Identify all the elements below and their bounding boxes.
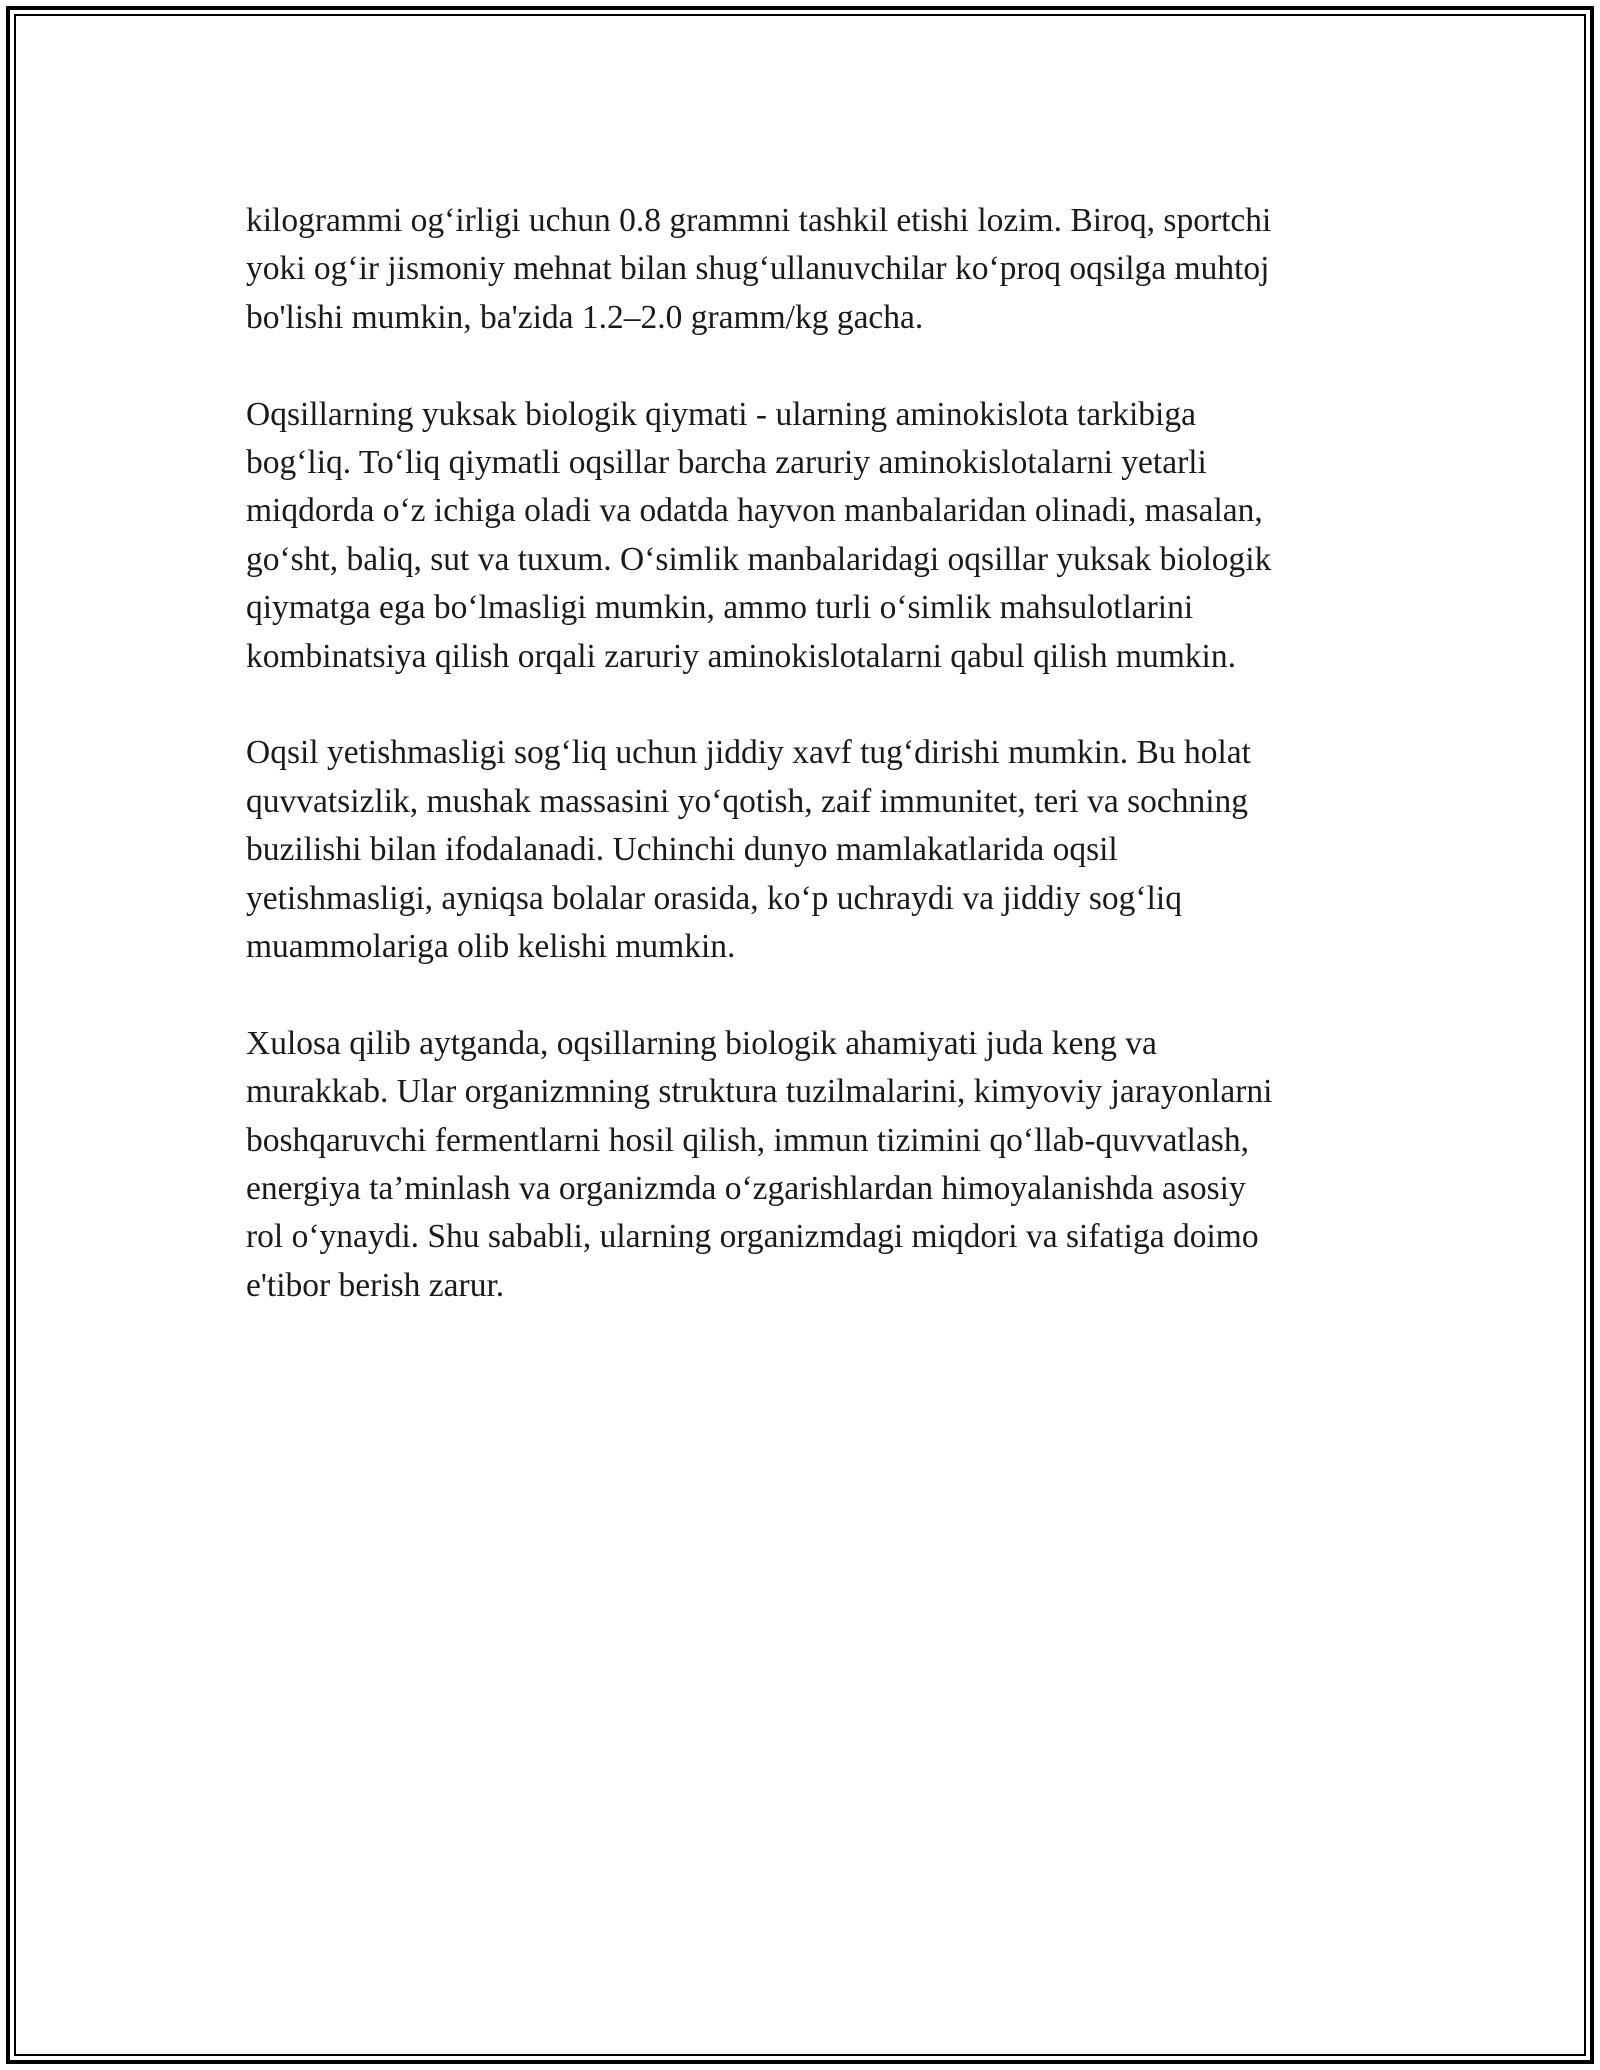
text-line: Oqsil yetishmasligi sog‘liq uchun jiddiy xavf tug‘dirishi mumkin. Bu holat: [246, 734, 1251, 772]
text-line: e'tibor berish zarur.: [246, 1266, 505, 1304]
text-line: qiymatga ega bo‘lmasligi mumkin, ammo turli o‘simlik mahsulotlarini: [246, 589, 1194, 627]
text-line: yoki og‘ir jismoniy mehnat bilan shug‘ullanuvchilar ko‘proq oqsilga muhtoj: [246, 250, 1270, 288]
text-line: bog‘liq. To‘liq qiymatli oqsillar barcha zaruriy aminokislotalarni yetarli: [246, 444, 1207, 482]
text-line: muammolariga olib kelishi mumkin.: [246, 928, 736, 966]
text-line: miqdorda o‘z ichiga oladi va odatda hayvon manbalaridan olinadi, masalan,: [246, 492, 1263, 530]
text-line: rol o‘ynaydi. Shu sababli, ularning organizmdagi miqdori va sifatiga doimo: [246, 1218, 1259, 1256]
text-line: bo'lishi mumkin, ba'zida 1.2–2.0 gramm/kg gacha.: [246, 298, 924, 336]
text-line: energiya ta’minlash va organizmda o‘zgarishlardan himoyalanishda asosiy: [246, 1170, 1246, 1208]
paragraph-2: [246, 391, 1376, 681]
text-line: quvvatsizlik, mushak massasini yo‘qotish, zaif immunitet, teri va sochning: [246, 782, 1249, 820]
text-line: Oqsillarning yuksak biologik qiymati - ularning aminokislota tarkibiga: [246, 395, 1196, 433]
paragraph-1: [246, 197, 1376, 342]
text-line: murakkab. Ular organizmning struktura tuzilmalarini, kimyoviy jarayonlarni: [246, 1073, 1273, 1111]
text-line: boshqaruvchi fermentlarni hosil qilish, immun tizimini qo‘llab-quvvatlash,: [246, 1121, 1249, 1159]
paragraph-4: [246, 1020, 1376, 1310]
text-line: Xulosa qilib aytganda, oqsillarning biologik ahamiyati juda keng va: [246, 1024, 1157, 1062]
text-line: kombinatsiya qilish orqali zaruriy aminokislotalarni qabul qilish mumkin.: [246, 637, 1236, 675]
text-line: go‘sht, baliq, sut va tuxum. O‘simlik manbalaridagi oqsillar yuksak biologik: [246, 540, 1272, 578]
document-body: [246, 197, 1376, 1359]
text-line: kilogrammi og‘irligi uchun 0.8 grammni tashkil etishi lozim. Biroq, sportchi: [246, 202, 1272, 239]
text-line: yetishmasligi, ayniqsa bolalar orasida, ko‘p uchraydi va jiddiy sog‘liq: [246, 879, 1182, 917]
page-border: [6, 6, 1594, 2064]
paragraph-3: [246, 729, 1376, 971]
text-line: buzilishi bilan ifodalanadi. Uchinchi dunyo mamlakatlarida oqsil: [246, 831, 1118, 869]
